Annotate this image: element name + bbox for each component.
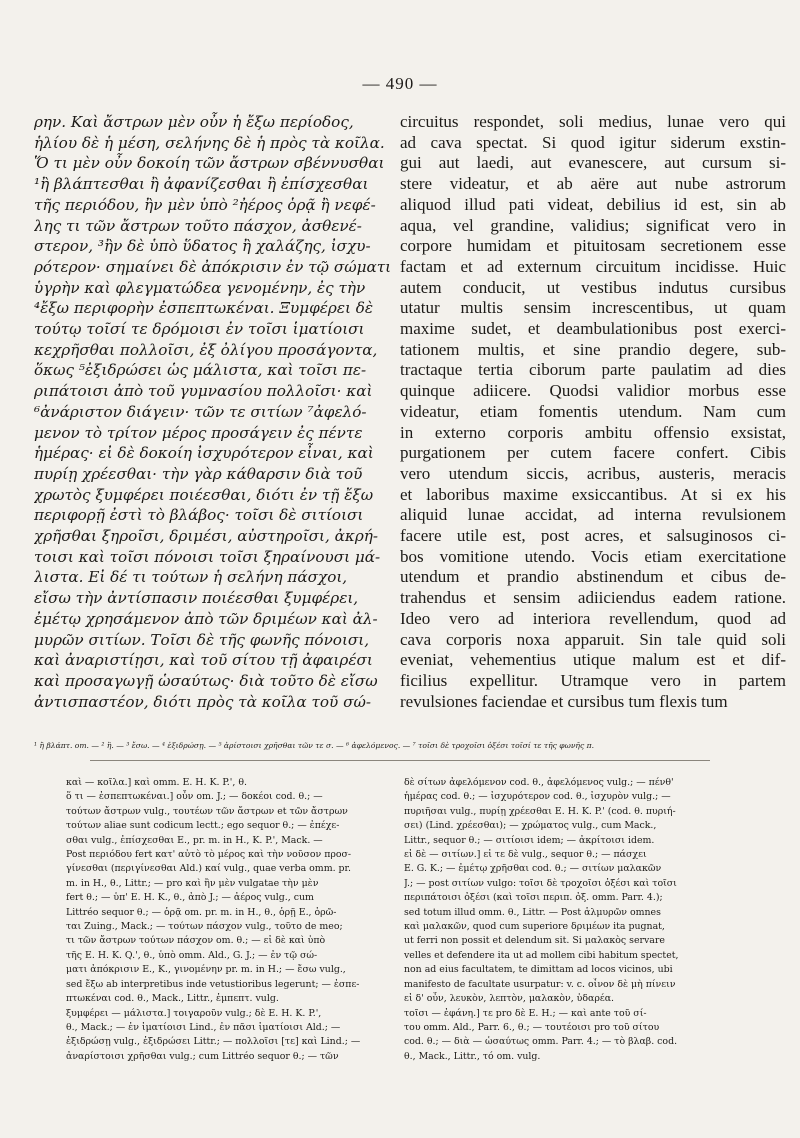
latin-text-line: corpore humidam et pituitosam secretionem esse	[400, 236, 786, 256]
greek-text-line: ριπάτοισι ἀπὸ τοῦ γυμνασίου πολλοῖσι· καὶ	[34, 382, 373, 401]
greek-text-line: εἴσω τὴν ἀντίσπασιν ποιέεσθαι ξυμφέρει,	[34, 589, 359, 608]
greek-text-line: ρην. Καὶ ἄστρων μὲν οὖν ἡ ἔξω περίοδος,	[34, 113, 354, 131]
latin-text-column	[400, 112, 786, 712]
note-line: εἰ δὲ — σιτίων.] εἰ τε δὲ vulg., sequor θ.; — πάσχει	[404, 849, 647, 861]
latin-text-line: circuitus respondet, soli medius, lunae vero qui	[400, 112, 786, 131]
greek-text-line: ἡλίου δὲ ἡ μέση, σελήνης δὲ ἡ πρὸς τὰ κοῖλα.	[34, 133, 385, 152]
greek-text-line: τῆς περιόδου, ἢν μὲν ὑπὸ ²ἠέρος ὁρᾷ ἢ νεφέ-	[34, 195, 376, 214]
latin-text-line: tationem multis, et sine prandio degere, sub-	[400, 339, 786, 359]
note-line: Littréo sequor θ.; — ὁρᾷ om. pr. m. in H., θ., ὁρῇ E., ὁρῶ-	[66, 906, 337, 918]
note-line: ut ferri non possit et delendum sit. Si μαλακὸς servare	[404, 935, 665, 947]
latin-text-line: aqua, vel grandine, validius; significat vero in	[400, 215, 786, 235]
latin-text-line: utendum et prandio abstinendum et cibus de-	[400, 567, 786, 587]
note-line: πτωκέναι cod. θ., Mack., Littr., ἐμπεπτ. vulg.	[66, 993, 279, 1005]
page-number: — 490 —	[362, 74, 438, 93]
note-line: non ad eius facultatem, te dimittam ad locos vicinos, ubi	[404, 964, 673, 976]
greek-text-line: ἡμέρας· εἰ δὲ δοκοίη ἰσχυρότερον εἶναι, καὶ	[34, 444, 374, 463]
note-line: m. in H., θ., Littr.; — pro καὶ ἢν μὲν vulgatae τὴν μὲν	[66, 877, 319, 889]
greek-text-line: πυρίῃ χρέεσθαι· τὴν γὰρ κάθαρσιν διὰ τοῦ	[34, 464, 363, 483]
greek-text-line: ἐμέτῳ χρησάμενον ἀπὸ τῶν δριμέων καὶ ἀλ-	[34, 609, 378, 628]
note-line: εἰ δ' οὖν, λευκὸν, λεπτὸν, μαλακὸν, ὑδαρέα.	[404, 993, 615, 1005]
greek-text-line: χρῆσθαι ξηροῖσι, δριμέσι, αὐστηροῖσι, ἀκρή-	[34, 527, 379, 546]
note-line: θ., Mack., Littr., τό om. vulg.	[404, 1050, 541, 1062]
note-line: ἀναρίστοισι χρῆσθαι vulg.; cum Littréo sequor θ.; — τῶν	[66, 1050, 339, 1062]
footnote-divider	[90, 760, 710, 761]
greek-text-line: τούτῳ τοῖσί τε δρόμοισι ἐν τοῖσι ἱματίοισι	[34, 320, 365, 339]
greek-text-line: ρότερον· σημαίνει δὲ ἀπόκρισιν ἐν τῷ σώματι	[34, 257, 392, 276]
latin-text-line: aliquod illud pati videat, debilius id est, sin ab	[400, 194, 786, 214]
note-line: manifesto de facultate usurpatur: v. c. οἶνον δὲ μὴ πίνειν	[404, 978, 676, 990]
latin-text-line: eveniat, vehementius utique malum est et dif-	[400, 650, 786, 670]
greek-text-column	[34, 112, 394, 712]
latin-text-line: purgationem per cutem facere confert. Cibis	[400, 443, 786, 463]
latin-text-line: Ideo vero ad interiora revellendum, quod ad	[400, 608, 786, 628]
greek-text-line: ἀντισπαστέον, διότι πρὸς τὰ κοῖλα τοῦ σώ-	[34, 692, 371, 711]
greek-text-line: ⁴ἔξω περιφορὴν ἐσπεπτωκέναι. Ξυμφέρει δὲ	[34, 299, 374, 318]
note-line: πυριῆσαι vulg., πυρίῃ χρέεσθαι E. H. K. P.' (cod. θ. πυριή-	[404, 805, 676, 817]
greek-text-line: χρωτὸς ξυμφέρει ποιέεσθαι, διότι ἐν τῇ ἔξω	[34, 485, 374, 504]
note-line: θ., Mack.; — ἐν ἱματίοισι Lind., ἐν πᾶσι ἱματίοισι Ald.; —	[66, 1021, 341, 1033]
latin-text-line: gui aut laedi, aut evanescere, aut cursum si-	[400, 153, 786, 173]
note-line: καὶ μαλακῶν, quod cum superiore δριμέων ita pugnat,	[404, 921, 665, 933]
greek-text-line: ¹ἢ βλάπτεσθαι ἢ ἀφανίζεσθαι ἢ ἐπίσχεσθαι	[34, 175, 369, 194]
latin-text-line: vero utendum siccis, acribus, austeris, meracis	[400, 463, 786, 483]
greek-text-line: τοισι καὶ τοῖσι πόνοισι τοῖσι ξηραίνουσι μά-	[34, 547, 381, 566]
latin-text-line: utatur multis sensim increscentibus, ut quam	[400, 298, 786, 318]
greek-text-line: καὶ ἀναριστίῃσι, καὶ τοῦ σίτου τῇ ἀφαιρέσι	[34, 651, 373, 670]
latin-text-line: factam et ad externum circuitum incidisse. Huic	[400, 256, 786, 276]
note-line: τοῖσι — ἐφάνη.] τε pro δὲ E. H.; — καὶ ante τοῦ σί-	[404, 1007, 647, 1019]
note-line: J.; — post σιτίων vulgo: τοῖσι δὲ τροχοῖσι ὀξέσι καὶ τοῖσι	[404, 877, 677, 889]
greek-text-line: μενον τὸ τρίτον μέρος προσάγειν ἐς πέντε	[34, 423, 363, 442]
latin-text-line: aliquid lunae accidat, ad interna revulsionem	[400, 505, 786, 525]
greek-text-line: λιστα. Εἰ δέ τι τούτων ἡ σελήνη πάσχοι,	[34, 568, 348, 587]
latin-text-line: facere utile est, post acres, et salsuginosos ci-	[400, 526, 786, 546]
note-line: του omm. Ald., Parr. 6., θ.; — τουτέοισι pro τοῦ σίτου	[404, 1021, 660, 1033]
note-line: ξυμφέρει — μάλιστα.] τοιγαροῦν vulg.; δὲ E. H. K. P.',	[66, 1007, 322, 1019]
footnote-variants: ¹ ἢ βλάπτ. om. — ² ἢ. — ³ ἔσω. — ⁴ ἐξιδρώσῃ. — ⁵ ἀρίστοισι χρῆσθαι τῶν τε σ. — ⁶ ἀφελόμενος. — ⁷ τοῖσι δὲ τροχοῖσι ὀξέσι τοῖσί τε τῆς φωνῆς π.	[34, 741, 595, 750]
note-line: Post περιόδου fert κατ' αὐτὸ τὸ μέρος καὶ τὴν νοῦσον προσ-	[66, 849, 352, 861]
note-line: ἐξιδρώσῃ vulg., ἐξιδρώσει Littr.; — πολλοῖσι [τε] καὶ Lind.; —	[66, 1036, 361, 1048]
greek-text-line: καὶ προσαγωγῇ ὡσαύτως· διὰ τοῦτο δὲ εἴσω	[34, 671, 378, 690]
note-line: δὲ σίτων ἀφελόμενον cod. θ., ἀφελόμενος vulg.; — πένθ'	[404, 777, 674, 788]
critical-notes-right	[404, 776, 734, 1064]
greek-text-line: περιφορῇ ἐστὶ τὸ βλάβος· τοῖσι δὲ σιτίοισι	[34, 506, 364, 525]
latin-text-line: revulsiones faciendae et cursibus tum flexis tum	[400, 691, 728, 711]
latin-text-line: quinque adiicere. Quodsi validior morbus esse	[400, 381, 786, 401]
latin-text-line: autem conducit, ut vestibus indutus cursibus	[400, 277, 786, 297]
note-line: sed totum illud omm. θ., Littr. — Post ἁλμυρῶν omnes	[404, 906, 661, 918]
note-line: τούτων ἄστρων vulg., τουτέων τῶν ἄστρων et τῶν ἄστρων	[66, 805, 348, 817]
note-line: καὶ — κοῖλα.] καὶ omm. E. H. K. P.', θ.	[66, 777, 247, 788]
greek-text-line: ὅκως ⁵ἐξιδρώσει ὡς μάλιστα, καὶ τοῖσι πε-	[34, 361, 367, 380]
latin-text-line: tractaque tertia ciborum parte paulatim ad dies	[400, 360, 786, 380]
note-line: velles et defendere ita ut ad mollem cibi habitum spectet,	[404, 949, 679, 961]
greek-text-line: ⁶ἀνάριστον διάγειν· τῶν τε σιτίων ⁷ἀφελό-	[34, 402, 367, 421]
greek-text-line: στερον, ³ἢν δὲ ὑπὸ ὕδατος ἢ χαλάζης, ἰσχυ-	[34, 237, 371, 256]
latin-text-line: bos vomitione utendo. Vocis etiam exercitatione	[400, 546, 786, 566]
latin-text-line: videatur, etiam fomentis utendum. Nam cum	[400, 401, 786, 421]
latin-text-line: maxime sudet, et deambulationibus post exerci-	[400, 319, 786, 339]
latin-text-line: et laboribus maxime exsiccantibus. At si ex his	[400, 484, 786, 504]
greek-text-line: ὑγρὴν καὶ φλεγματώδεα γενομένην, ἐς τὴν	[34, 278, 366, 297]
note-line: ματι ἀπόκρισιν E., K., γινομένην pr. m. in H.; — ἔσω vulg.,	[66, 964, 346, 976]
note-line: ἡμέρας cod. θ.; — ἰσχυρότερον cod. θ., ἰσχυρὸν vulg.; —	[404, 791, 671, 803]
note-line: τούτων aliae sunt codicum lectt.; ego sequor θ.; — ἐπέχε-	[66, 820, 340, 832]
greek-text-line: Ὅ τι μὲν οὖν δοκοίη τῶν ἄστρων σβέννυσθαι	[34, 154, 385, 173]
note-line: τι τῶν ἄστρων τούτων πάσχον om. θ.; — εἰ δὲ καὶ ὑπὸ	[66, 935, 326, 947]
note-line: fert θ.; — ὑπ' E. H. K., θ., ἀπὸ J.; — ἀέρος vulg., cum	[66, 892, 314, 904]
note-line: γίνεσθαι (περιγίνεσθαι Ald.) καί vulg., quae verba omm. pr.	[66, 863, 351, 875]
note-line: τῆς E. H. K. Q.', θ., ὑπὸ omm. Ald., G. J.; — ἐν τῷ σώ-	[66, 949, 318, 961]
latin-text-line: cava corporis noxa apparuit. Sin tale quid soli	[400, 629, 786, 649]
latin-text-line: in externo corporis ambitu offensio exsistat,	[400, 422, 786, 442]
note-line: περιπάτοισι ὀξέσι (καὶ τοῖσι περιπ. ὀξ. omm. Parr. 4.);	[404, 892, 663, 904]
latin-text-line: ad cava spectat. Si quod igitur siderum exstin-	[400, 132, 786, 152]
note-line: cod. θ.; — διὰ — ὡσαύτως omm. Parr. 4.; — τὸ βλαβ. cod.	[404, 1036, 678, 1048]
latin-text-line: ficilius expellitur. Utramque vero in partem	[400, 670, 786, 690]
note-line: σθαι vulg., ἐπίσχεσθαι E., pr. m. in H., K. P.', Mack. —	[66, 834, 323, 846]
greek-text-line: λης τι τῶν ἄστρων τοῦτο πάσχον, ἀσθενέ-	[34, 216, 362, 235]
note-line: σει) (Lind. χρέεσθαι); — χρώματος vulg., cum Mack.,	[404, 820, 657, 832]
note-line: sed ἔξω ab interpretibus inde vetustioribus legerunt; — ἐσπε-	[66, 978, 360, 990]
note-line: E. G. K.; — ἐμέτῳ χρῆσθαι cod. θ.; — σιτίων μαλακῶν	[404, 863, 662, 875]
note-line: Littr., sequor θ.; — σιτίοισι idem; — ἀκρίτοισι idem.	[404, 834, 655, 846]
note-line: ὅ τι — ἐσπεπτωκέναι.] οὖν om. J.; — δοκέοι cod. θ.; —	[66, 791, 323, 803]
latin-text-line: trahendus et sensim adiiciendus eadem ratione.	[400, 588, 786, 608]
critical-notes-left	[66, 776, 382, 1064]
greek-text-line: κεχρῆσθαι πολλοῖσι, ἐξ ὀλίγου προσάγοντα,	[34, 340, 378, 359]
latin-text-line: stere videatur, et ab aëre aut nube astrorum	[400, 174, 786, 194]
note-line: ται Zuing., Mack.; — τούτων πάσχον vulg., τοῦτο de meo;	[66, 921, 343, 933]
greek-text-line: μυρῶν σιτίων. Τοῖσι δὲ τῆς φωνῆς πόνοισι,	[34, 630, 370, 649]
